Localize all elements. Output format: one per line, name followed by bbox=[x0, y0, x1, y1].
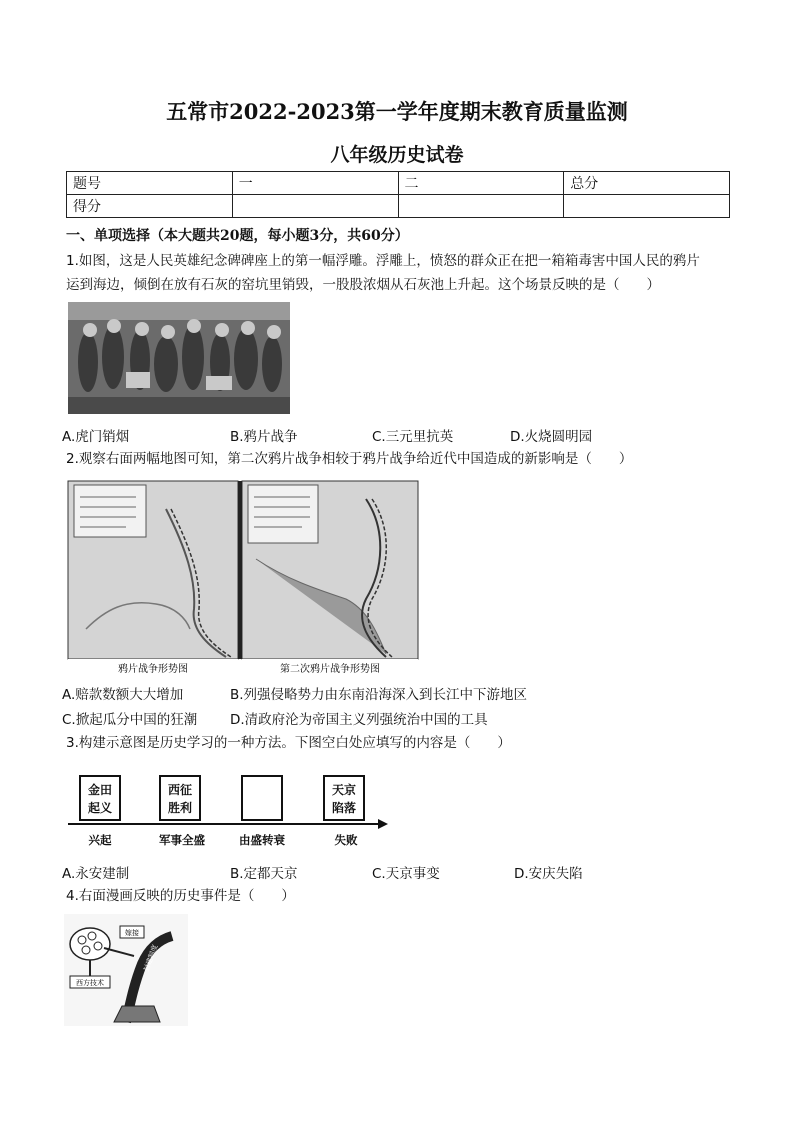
q2-option-a[interactable]: A.赔款数额大大增加 bbox=[62, 687, 184, 703]
q1-option-b[interactable]: B.鸦片战争 bbox=[230, 429, 298, 445]
grafting-cartoon bbox=[64, 914, 188, 1026]
svg-text:胜利: 胜利 bbox=[167, 801, 193, 815]
q1-option-c[interactable]: C.三元里抗英 bbox=[372, 429, 454, 445]
exam-title: 五常市2022-2023第一学年度期末教育质量监测 bbox=[166, 99, 628, 124]
section-heading: 一、单项选择（本大题共20题，每小题3分，共60分） bbox=[66, 228, 409, 244]
question-1-line-1: 1.如图，这是人民英雄纪念碑碑座上的第一幅浮雕。浮雕上，愤怒的群众正在把一箱箱毒害中国人民的鸦片 bbox=[66, 253, 700, 269]
q2-option-b[interactable]: B.列强侵略势力由东南沿海深入到长江中下游地区 bbox=[230, 687, 528, 703]
table-cell[interactable] bbox=[232, 195, 398, 218]
relief-sculpture-image bbox=[68, 302, 290, 414]
stage-label: 军事全盛 bbox=[159, 833, 205, 847]
war-maps-image bbox=[66, 479, 420, 677]
stage-label: 兴起 bbox=[88, 833, 112, 847]
table-cell: 总分 bbox=[564, 172, 730, 195]
cartoon-label-graft: 嫁接 bbox=[125, 929, 139, 937]
cartoon-label-feudal-system: 封建制度 bbox=[142, 943, 160, 973]
question-1-line-2: 运到海边，倾倒在放有石灰的窑坑里销毁，一股股浓烟从石灰池上升起。这个场景反映的是（ ） bbox=[66, 277, 660, 293]
q1-option-a[interactable]: A.虎门销烟 bbox=[62, 429, 130, 445]
cartoon-label-western-tech: 西方技术 bbox=[76, 979, 104, 987]
left-map-caption: 鸦片战争形势图 bbox=[118, 664, 188, 675]
stage-label: 由盛转衰 bbox=[239, 833, 285, 847]
q3-option-d[interactable]: D.安庆失陷 bbox=[514, 866, 583, 882]
taiping-diagram bbox=[66, 766, 390, 854]
table-cell: 题号 bbox=[67, 172, 233, 195]
svg-text:西征: 西征 bbox=[167, 783, 193, 797]
question-4-text: 4.右面漫画反映的历史事件是（ ） bbox=[66, 888, 295, 904]
table-cell[interactable] bbox=[564, 195, 730, 218]
q3-option-c[interactable]: C.天京事变 bbox=[372, 866, 440, 882]
q2-option-c[interactable]: C.掀起瓜分中国的狂潮 bbox=[62, 712, 198, 728]
stage-label: 失败 bbox=[334, 833, 358, 847]
table-cell: 一 bbox=[232, 172, 398, 195]
diagram-box-blank bbox=[242, 776, 282, 820]
svg-text:天京: 天京 bbox=[331, 783, 357, 797]
svg-text:陷落: 陷落 bbox=[331, 801, 357, 815]
table-cell: 得分 bbox=[67, 195, 233, 218]
svg-text:起义: 起义 bbox=[87, 801, 113, 815]
q3-option-a[interactable]: A.永安建制 bbox=[62, 866, 130, 882]
table-cell[interactable] bbox=[398, 195, 564, 218]
table-row bbox=[67, 195, 730, 218]
q3-option-b[interactable]: B.定都天京 bbox=[230, 866, 298, 882]
table-cell: 二 bbox=[398, 172, 564, 195]
question-3-text: 3.构建示意图是历史学习的一种方法。下图空白处应填写的内容是（ ） bbox=[66, 735, 511, 751]
q2-option-d[interactable]: D.清政府沦为帝国主义列强统治中国的工具 bbox=[230, 712, 488, 728]
q1-option-d[interactable]: D.火烧圆明园 bbox=[510, 429, 593, 445]
score-table bbox=[66, 171, 730, 218]
question-2-text: 2.观察右面两幅地图可知，第二次鸦片战争相较于鸦片战争给近代中国造成的新影响是（ ） bbox=[66, 451, 633, 467]
right-map-caption: 第二次鸦片战争形势图 bbox=[280, 664, 380, 675]
svg-text:金田: 金田 bbox=[87, 783, 113, 797]
exam-subtitle: 八年级历史试卷 bbox=[330, 144, 464, 166]
table-row bbox=[67, 172, 730, 195]
